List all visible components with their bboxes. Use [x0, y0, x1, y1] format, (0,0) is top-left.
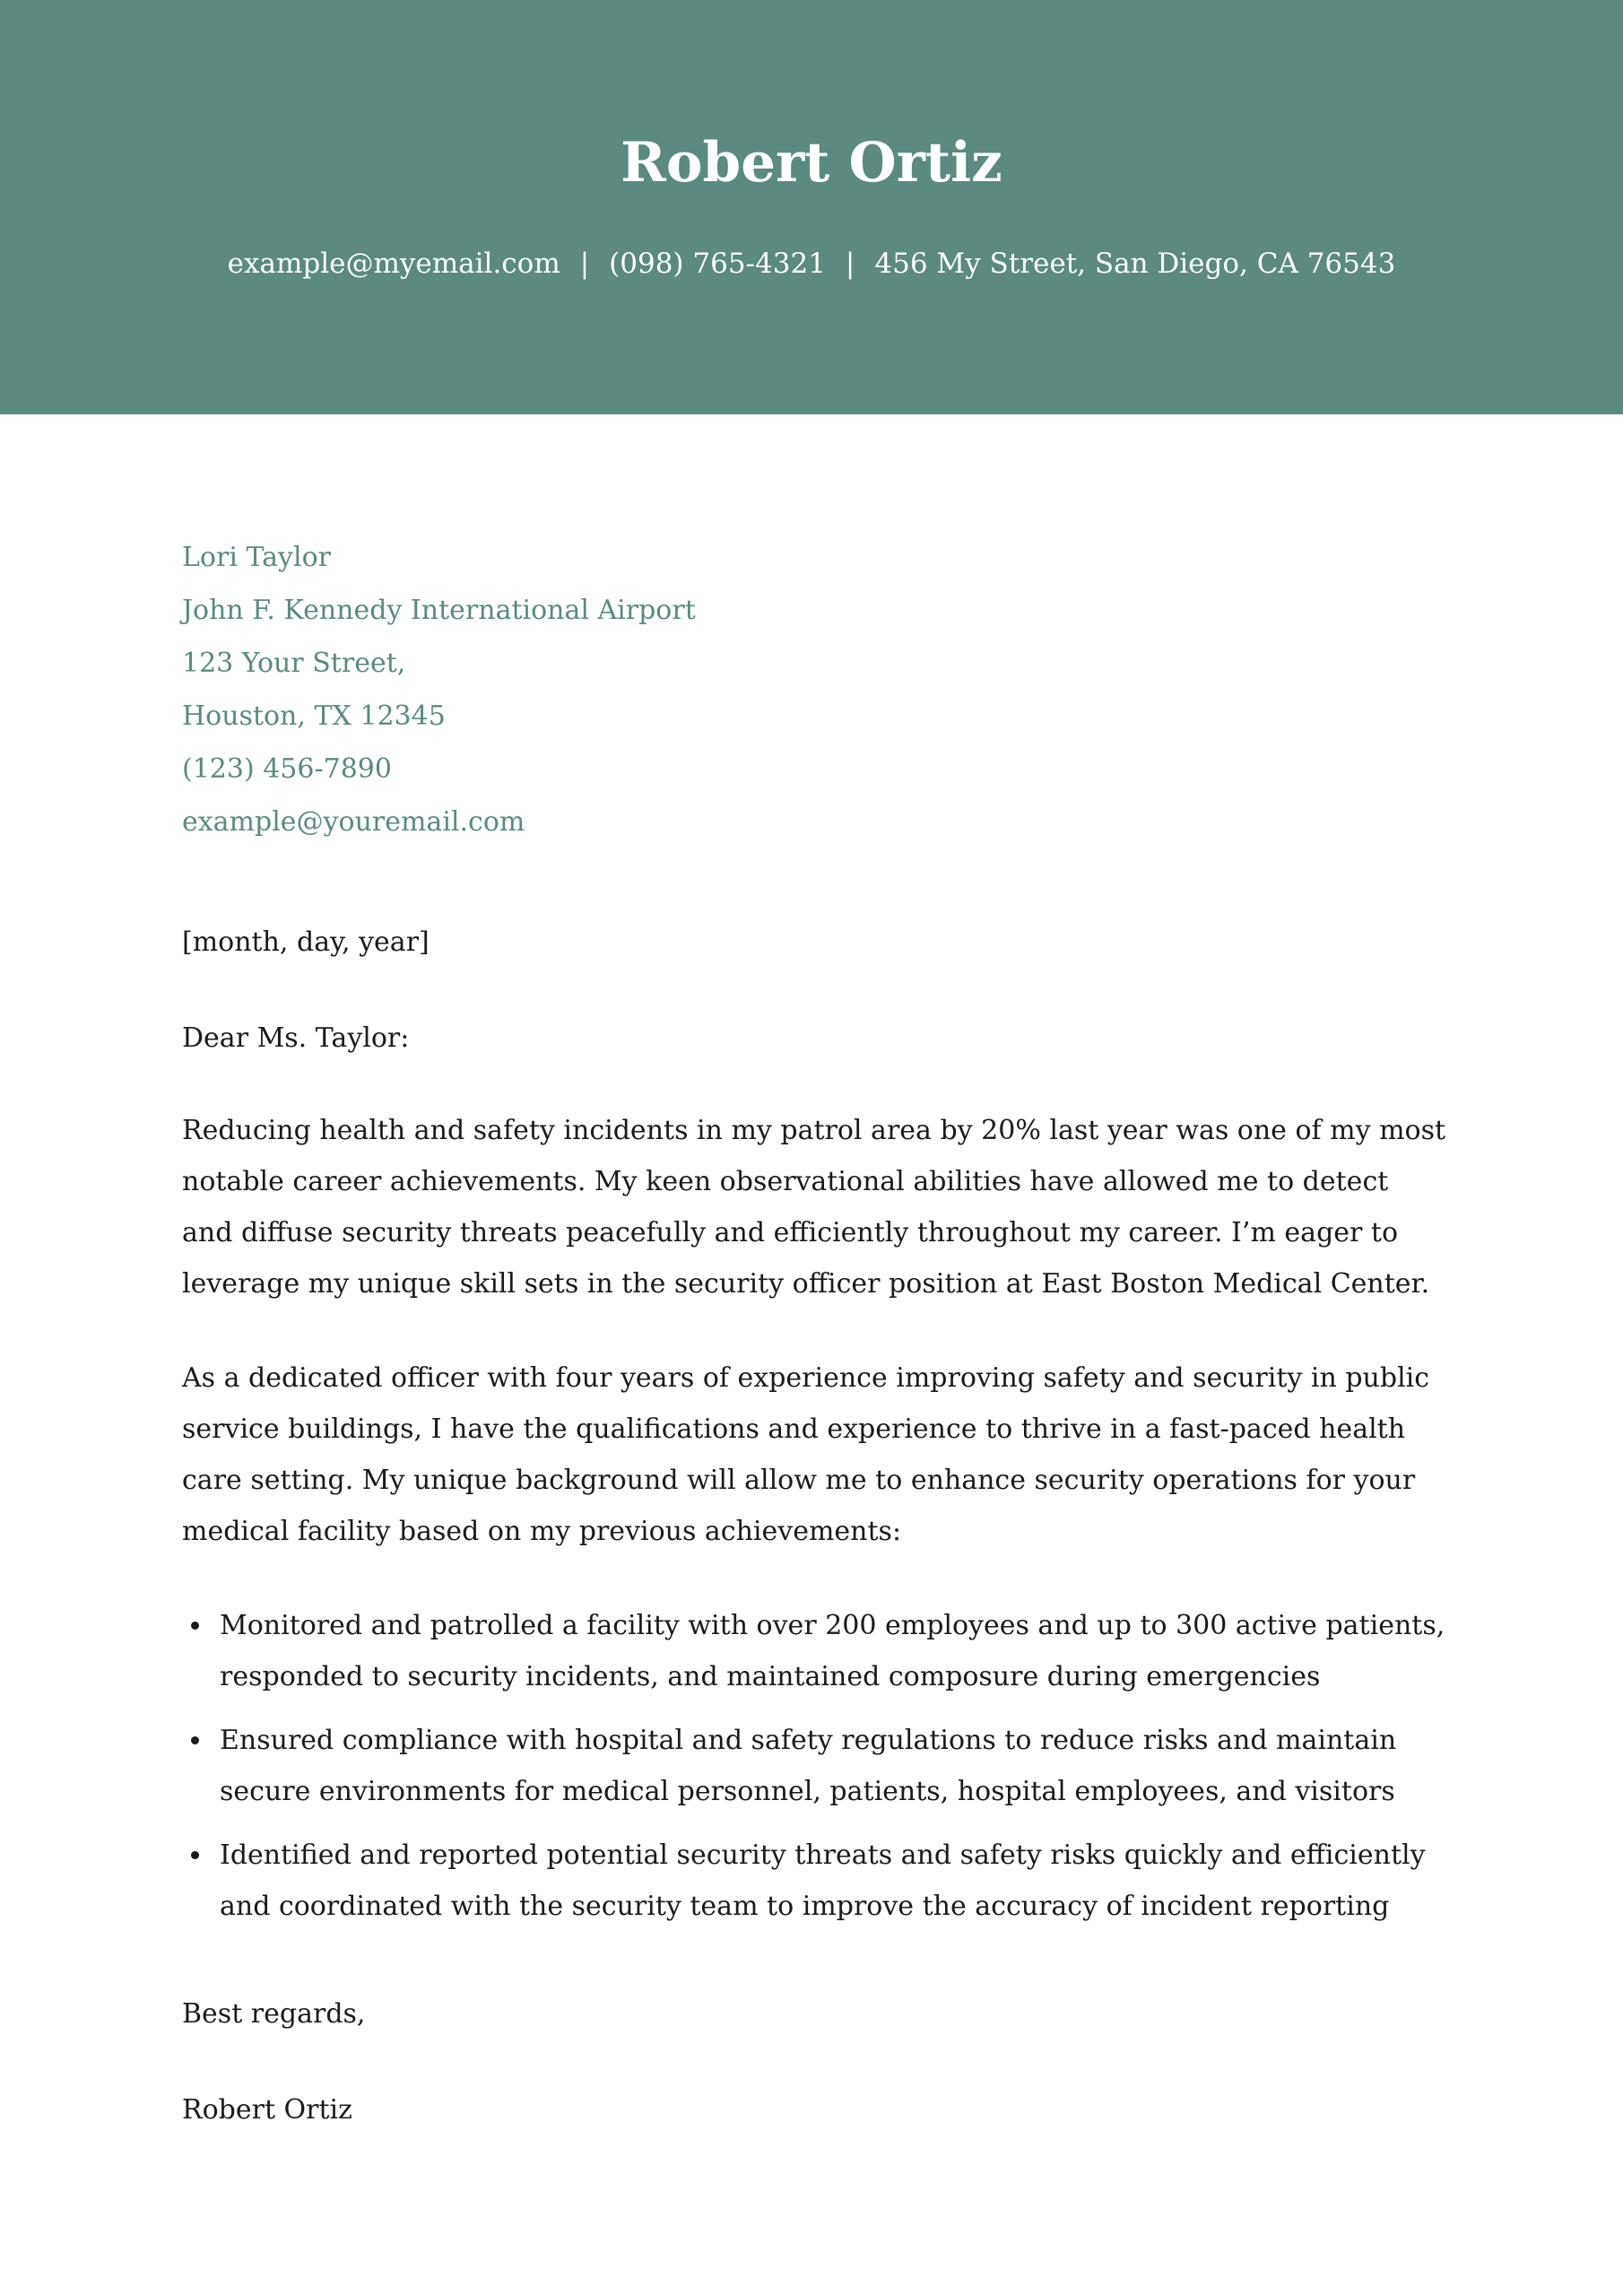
body-paragraph: Reducing health and safety incidents in my patrol area by 20% last year was one of my most notable career achievements. My keen observational abilities have allowed me to detect and diffuse security threats peacefully and efficiently throughout my career. I’m eager to leverage my unique skill sets in the security officer position at East Boston Medical Center.	[182, 1115, 1446, 1300]
letter-closing: Best regards,	[182, 1998, 366, 2030]
header-banner	[0, 0, 1623, 414]
recipient-block	[182, 536, 696, 854]
recipient-phone: (123) 456-7890	[182, 753, 392, 785]
bullet-icon	[191, 1851, 199, 1859]
sender-email: example@myemail.com	[227, 248, 560, 280]
list-item-text: Monitored and patrolled a facility with over 200 employees and up to 300 active patients, responded to security incidents, and maintained composure during emergencies	[220, 1610, 1445, 1692]
letter-signature: Robert Ortiz	[182, 2094, 352, 2126]
list-item-text: Ensured compliance with hospital and safety regulations to reduce risks and maintain secure environments for medical personnel, patients, hospital employees, and visitors	[220, 1725, 1397, 1807]
recipient-email: example@youremail.com	[182, 806, 525, 838]
recipient-name: Lori Taylor	[182, 542, 331, 573]
bullet-icon	[191, 1622, 199, 1630]
list-item	[182, 1600, 1446, 1702]
recipient-street: 123 Your Street,	[182, 648, 406, 679]
recipient-city: Houston, TX 12345	[182, 700, 446, 732]
letter-salutation: Dear Ms. Taylor:	[182, 1022, 410, 1054]
list-item-text: Identified and reported potential security threats and safety risks quickly and efficiently and coordinated with the security team to improve the accuracy of incident reporting	[220, 1839, 1426, 1922]
sender-contact-line	[0, 244, 1623, 283]
letter-date: [month, day, year]	[182, 926, 430, 958]
list-item	[182, 1830, 1446, 1932]
list-item	[182, 1715, 1446, 1817]
sender-address: 456 My Street, San Diego, CA 76543	[874, 248, 1396, 280]
bullet-icon	[191, 1736, 199, 1744]
body-paragraph: As a dedicated officer with four years of experience improving safety and security in public service buildings, I have the qualifications and experience to thrive in a fast-paced health care setting. My unique background will allow me to enhance security operations for your medical facility based on my previous achievements:	[182, 1362, 1430, 1547]
contact-separator: |	[579, 248, 590, 280]
contact-separator: |	[845, 248, 855, 280]
recipient-company: John F. Kennedy International Airport	[182, 595, 696, 626]
achievement-list	[182, 1600, 1446, 1944]
sender-name: Robert Ortiz	[621, 131, 1002, 195]
sender-phone: (098) 765-4321	[609, 248, 826, 280]
